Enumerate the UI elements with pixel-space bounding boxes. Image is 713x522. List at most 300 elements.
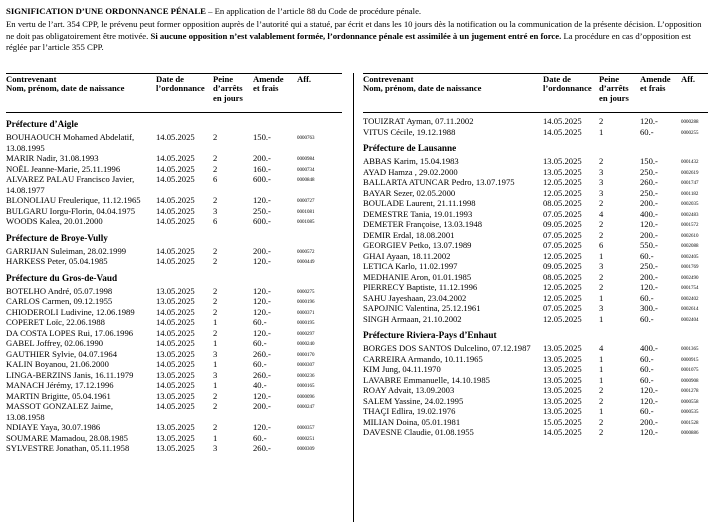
order-date: 14.05.2025 xyxy=(156,317,195,327)
offender-name: BOTELHO André, 05.07.1998 xyxy=(6,285,113,296)
case-number: 0002035 xyxy=(681,202,699,207)
offender-name: DA COSTA LOPES Rui, 17.06.1996 xyxy=(6,327,134,338)
offender-name: COPERET Loïc, 22.06.1988 xyxy=(6,317,105,327)
fine-amount: 120.- xyxy=(640,116,658,126)
table-row xyxy=(363,261,708,272)
fine-amount: 260.- xyxy=(253,348,271,359)
fine-amount: 60.- xyxy=(640,406,654,416)
detention-days: 2 xyxy=(213,195,218,205)
header-peine xyxy=(599,75,629,103)
detention-days: 1 xyxy=(213,338,218,348)
case-number: 0001182 xyxy=(681,191,699,197)
header-date xyxy=(543,75,592,94)
section-title: Préfecture Riviera-Pays d’Enhaut xyxy=(363,330,497,340)
detention-days: 2 xyxy=(599,229,604,240)
case-number: 0002405 xyxy=(681,254,699,260)
order-date: 07.05.2025 xyxy=(543,240,582,250)
detention-days: 2 xyxy=(213,401,218,411)
offender-name: BOULADE Laurent, 21.11.1998 xyxy=(363,198,476,208)
fine-amount: 60.- xyxy=(640,313,654,324)
order-date: 13.05.2025 xyxy=(156,369,195,380)
fine-amount: 160.- xyxy=(253,163,271,174)
table-row xyxy=(363,272,708,283)
order-date: 14.05.2025 xyxy=(156,380,195,390)
detention-days: 3 xyxy=(213,369,218,380)
section-title: Préfecture du Gros-de-Vaud xyxy=(6,272,118,283)
fine-amount: 120.- xyxy=(640,219,658,229)
header-date xyxy=(156,75,205,94)
order-date: 14.05.2025 xyxy=(156,256,195,266)
case-number: 0000558 xyxy=(681,399,699,405)
fine-amount: 120.- xyxy=(253,390,271,401)
header-peine-line: en jours xyxy=(213,92,243,103)
table-row xyxy=(6,286,342,297)
table-row xyxy=(363,116,708,127)
case-number: 0000357 xyxy=(297,426,315,431)
detention-days: 3 xyxy=(213,348,218,359)
case-number: 0000886 xyxy=(681,431,699,436)
offender-name: HARKESS Peter, 05.04.1985 xyxy=(6,256,108,266)
detention-days: 2 xyxy=(599,271,604,282)
order-date: 13.05.2025 xyxy=(156,285,195,296)
table-row xyxy=(6,380,342,391)
table-row xyxy=(363,188,708,199)
fine-amount: 260.- xyxy=(253,443,271,453)
offender-name: SAHU Jayeshaan, 23.04.2002 xyxy=(363,292,467,303)
table-row xyxy=(363,156,708,167)
order-date: 13.05.2025 xyxy=(156,348,195,359)
order-date: 13.05.2025 xyxy=(543,343,582,353)
header-rule-bottom xyxy=(6,112,342,113)
right-column xyxy=(363,73,708,438)
offender-name: MANACH Jérémy, 17.12.1996 xyxy=(6,380,114,390)
case-number: 0001085 xyxy=(297,220,315,225)
offender-name: CARREIRA Armando, 10.11.1965 xyxy=(363,353,483,364)
header-name xyxy=(6,75,124,94)
case-number: 0000170 xyxy=(297,352,315,358)
case-number: 0000763 xyxy=(297,136,315,141)
table-row xyxy=(363,354,708,365)
case-number: 0000096 xyxy=(297,394,315,400)
notice-title: SIGNIFICATION D’UNE ORDONNANCE PÉNALE xyxy=(6,6,206,16)
table-row xyxy=(6,216,342,227)
offender-name: NOËL Jeanne-Marie, 25.11.1996 xyxy=(6,163,121,174)
table-row xyxy=(6,401,342,422)
order-date: 14.05.2025 xyxy=(156,163,195,174)
table-row xyxy=(363,427,708,438)
header-peine-line: Peine xyxy=(599,74,620,84)
detention-days: 2 xyxy=(213,245,218,256)
offender-name: BAYAR Sezer, 02.05.2000 xyxy=(363,187,456,198)
order-date: 14.05.2025 xyxy=(543,116,582,126)
detention-days: 2 xyxy=(599,156,604,166)
case-number: 0000371 xyxy=(297,310,315,316)
header-amount-line: Amende xyxy=(640,74,671,84)
offender-name: ABBAS Karim, 15.04.1983 xyxy=(363,156,459,166)
order-date: 13.05.2025 xyxy=(543,406,582,416)
intro-text: En vertu de l’art. 354 CPP, le prévenu peut former opposition auprès de l’autorité qui a statué, par écrit et dans les 10 jours dès la notification ou la communication de la présente décision. L’opposition ne doit pas obligatoirement être motivée. xyxy=(6,19,702,41)
order-date: 14.05.2025 xyxy=(156,245,195,256)
header-aff xyxy=(681,75,695,84)
table-row xyxy=(363,219,708,230)
fine-amount: 120.- xyxy=(640,282,658,292)
fine-amount: 120.- xyxy=(253,422,271,432)
order-date: 13.05.2025 xyxy=(543,395,582,406)
offender-name: ROAY Advait, 13.09.2003 xyxy=(363,385,455,395)
order-date: 14.05.2025 xyxy=(156,401,195,411)
fine-amount: 120.- xyxy=(253,195,271,205)
offender-name: DEMETER Françoise, 13.03.1948 xyxy=(363,219,483,229)
offender-name: DAVESNE Claudie, 01.08.1955 xyxy=(363,427,474,437)
order-date: 14.05.2025 xyxy=(543,427,582,437)
table-row xyxy=(363,230,708,241)
table-header xyxy=(363,74,708,112)
fine-amount: 200.- xyxy=(253,401,271,411)
case-number: 0002483 xyxy=(681,212,699,218)
fine-amount: 260.- xyxy=(253,369,271,380)
detention-days: 2 xyxy=(599,282,604,292)
case-number: 0002610 xyxy=(681,233,699,239)
detention-days: 1 xyxy=(599,374,604,385)
fine-amount: 600.- xyxy=(253,174,271,184)
table-row xyxy=(6,328,342,339)
detention-days: 2 xyxy=(599,116,604,126)
order-date: 12.05.2025 xyxy=(543,292,582,303)
offender-name: SAPOJNIC Valentina, 25.12.1961 xyxy=(363,303,481,313)
offender-name: AYAD Hamza , 29.02.2000 xyxy=(363,166,458,177)
detention-days: 1 xyxy=(599,364,604,374)
fine-amount: 120.- xyxy=(253,306,271,317)
offender-name: CHIODEROLI Ludivine, 12.06.1989 xyxy=(6,306,135,317)
left-column xyxy=(6,73,342,454)
case-number: 0000734 xyxy=(297,167,315,173)
fine-amount: 200.- xyxy=(640,416,658,427)
intro-heading xyxy=(6,6,707,17)
order-date: 07.05.2025 xyxy=(543,303,582,313)
fine-amount: 60.- xyxy=(640,250,654,261)
order-date: 07.05.2025 xyxy=(543,229,582,240)
offender-name: GHAI Ayaan, 18.11.2002 xyxy=(363,250,451,261)
case-number: 0000251 xyxy=(297,436,315,442)
offender-name: GARRIJAN Suleiman, 28.02.1999 xyxy=(6,245,127,256)
header-name-line: Nom, prénom, date de naissance xyxy=(363,83,482,94)
order-date: 13.05.2025 xyxy=(543,353,582,364)
table-row xyxy=(6,391,342,402)
table-row xyxy=(363,127,708,138)
intro-text-end: La procédure en cas d’opposition est réglée par l’article 355 CPP. xyxy=(6,30,692,52)
table-row xyxy=(6,422,342,433)
table-row xyxy=(363,303,708,314)
section-title: Préfecture de Broye-Vully xyxy=(6,232,108,243)
offender-name: ALVAREZ PALAU Francisco Javier, 14.08.1977 xyxy=(6,174,135,195)
detention-days: 2 xyxy=(213,256,218,266)
order-date: 13.05.2025 xyxy=(156,432,195,443)
case-number: 0000255 xyxy=(681,130,699,136)
order-date: 14.05.2025 xyxy=(156,153,195,163)
header-amount xyxy=(640,75,671,94)
order-date: 13.05.2025 xyxy=(543,374,582,385)
offender-name: BLONOLIAU Freulerique, 11.12.1965 xyxy=(6,195,141,205)
header-name-line: Contrevenant xyxy=(6,74,57,84)
table-row xyxy=(6,443,342,454)
detention-days: 1 xyxy=(599,126,604,137)
table-row xyxy=(6,153,342,164)
fine-amount: 600.- xyxy=(253,216,271,226)
case-number: 0001572 xyxy=(681,223,699,228)
offender-name: KIM Jung, 04.11.1970 xyxy=(363,364,441,374)
table-row xyxy=(363,177,708,188)
case-number: 0000247 xyxy=(297,405,315,410)
header-date-line: l’ordonnance xyxy=(543,83,592,94)
table-row xyxy=(6,338,342,349)
case-number: 0002614 xyxy=(681,307,699,312)
case-number: 0000915 xyxy=(681,357,699,363)
order-date: 13.05.2025 xyxy=(543,385,582,395)
fine-amount: 60.- xyxy=(253,338,267,348)
case-number: 0001769 xyxy=(681,265,699,270)
case-number: 0000195 xyxy=(297,321,315,326)
fine-amount: 200.- xyxy=(253,245,271,256)
fine-amount: 300.- xyxy=(640,303,658,313)
table-row xyxy=(363,375,708,386)
fine-amount: 200.- xyxy=(640,229,658,240)
detention-days: 1 xyxy=(213,380,218,390)
offender-name: DEMIR Erdal, 18.08.2001 xyxy=(363,229,455,240)
detention-days: 2 xyxy=(213,390,218,401)
table-row xyxy=(363,293,708,304)
table-row xyxy=(6,164,342,175)
case-number: 0002490 xyxy=(681,275,699,281)
case-number: 0000165 xyxy=(297,384,315,389)
intro-block xyxy=(6,6,707,53)
header-name xyxy=(363,75,481,94)
intro-paragraph xyxy=(6,19,707,53)
order-date: 14.05.2025 xyxy=(156,338,195,348)
order-date: 12.05.2025 xyxy=(543,177,582,187)
table-row xyxy=(363,282,708,293)
header-peine-line: d’arrêts xyxy=(213,83,243,94)
detention-days: 2 xyxy=(213,153,218,163)
order-date: 14.05.2025 xyxy=(156,359,195,369)
order-date: 09.05.2025 xyxy=(543,261,582,271)
case-number: 0000275 xyxy=(297,289,315,295)
case-number: 0000848 xyxy=(297,178,315,183)
detention-days: 6 xyxy=(213,216,218,226)
detention-days: 2 xyxy=(213,306,218,317)
case-number: 0000984 xyxy=(297,157,315,162)
offender-name: LINGA-BERZINS Janis, 16.11.1979 xyxy=(6,369,134,380)
table-row xyxy=(6,370,342,381)
offender-name: LAVABRE Emmanuelle, 14.10.1985 xyxy=(363,374,490,385)
header-aff-line: Aff. xyxy=(681,74,696,84)
case-number: 0000908 xyxy=(681,378,699,384)
case-number: 0002088 xyxy=(681,244,699,249)
case-number: 0000297 xyxy=(297,331,315,337)
offender-name: CARLOS Carmen, 09.12.1955 xyxy=(6,296,113,306)
fine-amount: 120.- xyxy=(253,327,271,338)
detention-days: 2 xyxy=(599,395,604,406)
fine-amount: 60.- xyxy=(640,126,654,137)
case-number: 0001432 xyxy=(681,160,699,165)
offender-name: VITUS Cécile, 19.12.1988 xyxy=(363,126,456,137)
header-date-line: Date de xyxy=(543,74,571,84)
fine-amount: 250.- xyxy=(253,205,271,216)
detention-days: 1 xyxy=(599,313,604,324)
detention-days: 1 xyxy=(599,250,604,261)
order-date: 13.05.2025 xyxy=(156,443,195,453)
fine-amount: 120.- xyxy=(640,385,658,395)
table-row xyxy=(363,198,708,209)
order-date: 07.05.2025 xyxy=(543,208,582,219)
fine-amount: 200.- xyxy=(253,153,271,163)
table-row xyxy=(6,307,342,318)
header-name-line: Contrevenant xyxy=(363,74,414,84)
order-date: 13.05.2025 xyxy=(156,422,195,432)
offender-name: DEMESTRE Tania, 19.01.1993 xyxy=(363,208,473,219)
detention-days: 2 xyxy=(599,416,604,427)
table-row xyxy=(6,433,342,444)
case-number: 0001365 xyxy=(681,347,699,352)
header-date-line: l’ordonnance xyxy=(156,83,205,94)
detention-days: 2 xyxy=(213,422,218,432)
detention-days: 1 xyxy=(599,406,604,416)
case-number: 0000309 xyxy=(297,447,315,452)
table-row xyxy=(6,256,342,267)
fine-amount: 40.- xyxy=(253,380,267,390)
fine-amount: 150.- xyxy=(640,156,658,166)
order-date: 09.05.2025 xyxy=(543,219,582,229)
table-row xyxy=(363,251,708,262)
table-row xyxy=(363,417,708,428)
offender-name: NDIAYE Yaya, 30.07.1986 xyxy=(6,422,101,432)
case-number: 0000307 xyxy=(297,363,315,368)
header-peine-line: d’arrêts xyxy=(599,83,629,94)
fine-amount: 400.- xyxy=(640,343,658,353)
detention-days: 1 xyxy=(213,317,218,327)
detention-days: 4 xyxy=(599,343,604,353)
case-number: 0002619 xyxy=(681,170,699,176)
detention-days: 2 xyxy=(213,327,218,338)
detention-days: 3 xyxy=(599,261,604,271)
fine-amount: 120.- xyxy=(253,285,271,296)
case-number: 0001075 xyxy=(681,368,699,373)
fine-amount: 60.- xyxy=(640,353,654,364)
table-row xyxy=(363,209,708,220)
case-number: 0000449 xyxy=(297,260,315,265)
header-aff-line: Aff. xyxy=(297,74,312,84)
header-aff xyxy=(297,75,311,84)
fine-amount: 260.- xyxy=(640,177,658,187)
header-peine xyxy=(213,75,243,103)
order-date: 08.05.2025 xyxy=(543,271,582,282)
detention-days: 2 xyxy=(599,198,604,208)
header-amount xyxy=(253,75,284,94)
case-number: 0000535 xyxy=(681,410,699,415)
header-amount-line: et frais xyxy=(253,83,279,94)
intro-bold-text: Si aucune opposition n’est valablement formée, l’ordonnance pénale est assimilée à un jugement entré en force. xyxy=(150,30,562,41)
detention-days: 2 xyxy=(213,285,218,296)
detention-days: 6 xyxy=(213,174,218,184)
fine-amount: 60.- xyxy=(640,292,654,303)
fine-amount: 60.- xyxy=(253,359,267,369)
detention-days: 2 xyxy=(599,427,604,437)
offender-name: MEDHANIE Aron, 01.01.1985 xyxy=(363,271,472,282)
order-date: 14.05.2025 xyxy=(156,132,195,142)
section-title: Préfecture de Lausanne xyxy=(363,143,457,153)
order-date: 13.05.2025 xyxy=(543,156,582,166)
table-row xyxy=(6,174,342,195)
table-row xyxy=(363,343,708,354)
detention-days: 1 xyxy=(599,353,604,364)
table-row xyxy=(363,364,708,375)
case-number: 0000240 xyxy=(297,342,315,347)
fine-amount: 150.- xyxy=(253,132,271,142)
offender-name: BALLARTA ATUNCAR Pedro, 13.07.1975 xyxy=(363,177,515,187)
detention-days: 3 xyxy=(599,177,604,187)
table-row xyxy=(363,406,708,417)
fine-amount: 200.- xyxy=(640,271,658,282)
case-number: 0001278 xyxy=(681,389,699,394)
detention-days: 2 xyxy=(599,219,604,229)
table-row xyxy=(363,385,708,396)
fine-amount: 250.- xyxy=(640,261,658,271)
fine-amount: 550.- xyxy=(640,240,658,250)
fine-amount: 120.- xyxy=(253,296,271,306)
case-number: 0000288 xyxy=(681,120,699,125)
section-title: Préfecture d’Aigle xyxy=(6,119,79,129)
case-number: 0001754 xyxy=(681,286,699,291)
offender-name: MILIAN Doina, 05.01.1981 xyxy=(363,416,461,427)
table-row xyxy=(6,132,342,153)
detention-days: 1 xyxy=(213,359,218,369)
table-row xyxy=(6,206,342,217)
detention-days: 3 xyxy=(213,443,218,453)
header-name-line: Nom, prénom, date de naissance xyxy=(6,83,125,94)
offender-name: TOUIZRAT Ayman, 07.11.2002 xyxy=(363,116,474,126)
notice-title-rest: – En application de l’article 88 du Code de procédure pénale. xyxy=(205,6,422,16)
order-date: 14.05.2025 xyxy=(156,216,195,226)
table-row xyxy=(6,246,342,257)
order-date: 14.05.2025 xyxy=(156,174,195,184)
order-date: 13.05.2025 xyxy=(156,296,195,306)
header-amount-line: et frais xyxy=(640,83,666,94)
case-number: 0000236 xyxy=(297,373,315,379)
fine-amount: 120.- xyxy=(640,427,658,437)
header-amount-line: Amende xyxy=(253,74,284,84)
offender-name: WOODS Kalea, 20.01.2000 xyxy=(6,216,103,226)
header-date-line: Date de xyxy=(156,74,184,84)
order-date: 12.05.2025 xyxy=(543,282,582,292)
fine-amount: 120.- xyxy=(640,395,658,406)
detention-days: 1 xyxy=(599,292,604,303)
table-row xyxy=(6,359,342,370)
case-number: 0000572 xyxy=(297,249,315,255)
table-row xyxy=(363,314,708,325)
order-date: 08.05.2025 xyxy=(543,198,582,208)
case-number: 0000727 xyxy=(297,199,315,204)
table-row xyxy=(363,240,708,251)
detention-days: 2 xyxy=(213,132,218,142)
order-date: 12.05.2025 xyxy=(543,313,582,324)
fine-amount: 400.- xyxy=(640,208,658,219)
case-number: 0002402 xyxy=(681,296,699,302)
table-header xyxy=(6,74,342,112)
detention-days: 2 xyxy=(599,385,604,395)
fine-amount: 60.- xyxy=(640,374,654,385)
fine-amount: 250.- xyxy=(640,187,658,198)
offender-name: SINGH Armaan, 21.10.2002 xyxy=(363,313,462,324)
offender-name: SALEM Yassine, 24.02.1995 xyxy=(363,395,464,406)
